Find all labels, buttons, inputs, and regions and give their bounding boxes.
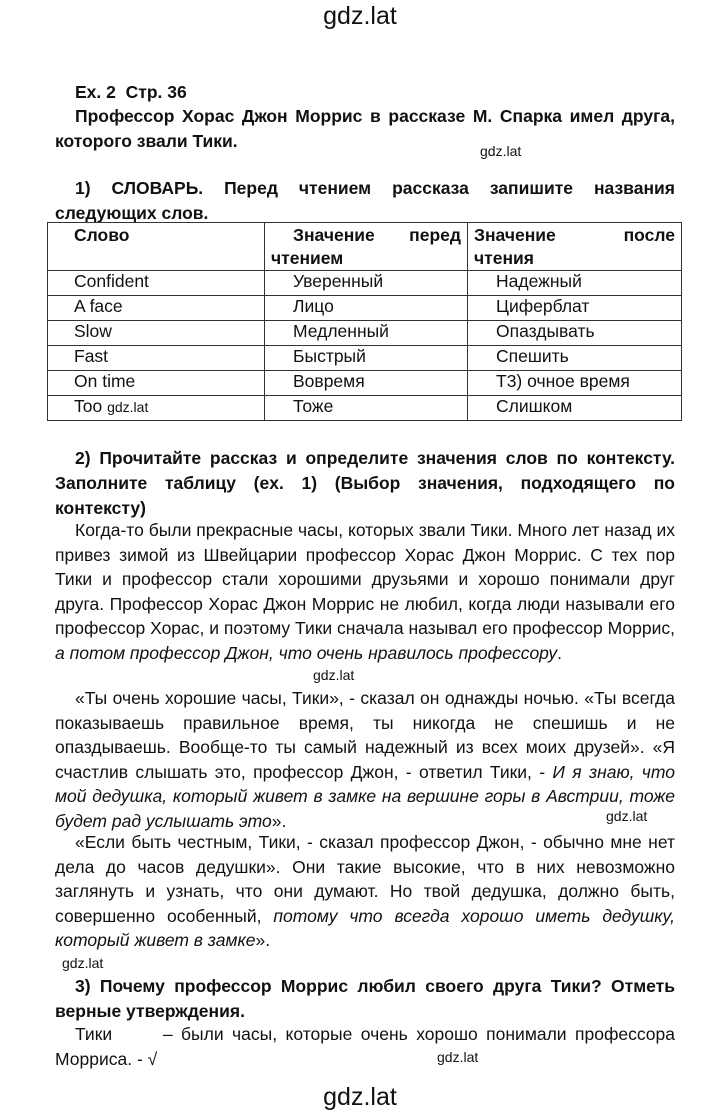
page-number: Стр. 36 — [125, 82, 187, 102]
table-row — [48, 346, 682, 371]
cell-word: Too gdz.lat — [48, 396, 265, 421]
watermark-small-3: gdz.lat — [313, 667, 355, 683]
story-paragraph-1: Когда-то были прекрасные часы, которых звали Тики. Много лет назад их привез зимой из Швейцарии профессор Хорас Джон Моррис. С тех пор Тики и профессор стали хорошими друзьями и хорошо понимали друг друга. Профессор Хорас Джон Моррис не любил, когда люди называли его профессор Хорас, и поэтому Тики сначала называл его профессор Моррис, а потом профессор Джон, что очень нравилось профессору. — [55, 520, 675, 663]
cell-after: Слишком — [468, 396, 682, 421]
cell-after: Т3) очное время — [468, 371, 682, 396]
intro-text: Профессор Хорас Джон Моррис в рассказе М. Спарка имел друга, которого звали Тики. — [55, 106, 675, 151]
watermark-bottom: gdz.lat — [323, 1083, 397, 1111]
cell-before: Тоже — [265, 396, 468, 421]
cell-before: Медленный — [265, 321, 468, 346]
table-row — [48, 371, 682, 396]
cell-word: On time — [48, 371, 265, 396]
cell-after: Циферблат — [468, 296, 682, 321]
story-italic-1: а потом профессор Джон, что очень нравилось профессору — [55, 642, 558, 663]
story-paragraph-2: «Ты очень хорошие часы, Тики», - сказал он однажды ночью. «Ты всегда показываешь правильное время, ты никогда не спешишь и не опаздываешь. Вообще-то ты самый надежный из всех моих друзей». «Я счастлив слышать это, профессор Джон, - ответил Тики, - И я знаю, что мой дедушка, который живет в замке на вершине горы в Австрии, тоже будет рад услышать это». — [55, 688, 675, 831]
story-paragraph-3: «Если быть честным, Тики, - сказал профессор Джон, - обычно мне нет дела до часов дедушки». Они такие высокие, что в них невозможно заглянуть и узнать, что они думают. Но твой дедушка, должно быть, совершенно особенный, потому что всегда хорошо иметь дедушку, который живет в замке». — [55, 832, 675, 950]
col-after-header: Значение после чтения — [468, 223, 682, 271]
col-word-header: Слово — [48, 223, 265, 271]
cell-after: Надежный — [468, 271, 682, 296]
task3-answer: Тики – были часы, которые очень хорошо понимали профессора Морриса. - √ — [55, 1024, 680, 1069]
cell-before: Вовремя — [265, 371, 468, 396]
table-row — [48, 296, 682, 321]
table-row — [48, 271, 682, 296]
task1-heading: 1) СЛОВАРЬ. Перед чтением рассказа запишите названия следующих слов. — [55, 178, 675, 223]
cell-before: Уверенный — [265, 271, 468, 296]
watermark-small-6: gdz.lat — [437, 1049, 479, 1065]
watermark-small-5: gdz.lat — [62, 955, 104, 971]
cell-word: Fast — [48, 346, 265, 371]
col-before-header: Значение перед чтением — [265, 223, 468, 271]
watermark-small-4: gdz.lat — [606, 808, 648, 824]
watermark-small-1: gdz.lat — [480, 143, 522, 159]
cell-before: Лицо — [265, 296, 468, 321]
cell-after: Спешить — [468, 346, 682, 371]
vocabulary-table — [47, 222, 682, 421]
story-italic-3: потому что всегда хорошо иметь дедушку, который живет в замке — [55, 905, 675, 950]
task2-heading: 2) Прочитайте рассказ и определите значения слов по контексту. Заполните таблицу (ex. 1) (Выбор значения, подходящего по контексту) — [55, 448, 675, 518]
exercise-number: Ex. 2 — [75, 82, 116, 102]
watermark-top: gdz.lat — [323, 2, 397, 30]
cell-word: A face — [48, 296, 265, 321]
story-italic-2: И я знаю, что мой дедушка, который живет в замке на вершине горы в Австрии, тоже будет рад услышать это — [55, 761, 675, 831]
table-row — [48, 396, 682, 421]
task3-heading: 3) Почему профессор Моррис любил своего друга Тики? Отметь верные утверждения. — [55, 976, 675, 1021]
watermark-small-2: gdz.lat — [107, 399, 149, 415]
table-row — [48, 321, 682, 346]
exercise-header — [75, 80, 187, 105]
cell-word: Confident — [48, 271, 265, 296]
cell-after: Опаздывать — [468, 321, 682, 346]
cell-before: Быстрый — [265, 346, 468, 371]
cell-word: Slow — [48, 321, 265, 346]
table-header-row — [48, 223, 682, 271]
